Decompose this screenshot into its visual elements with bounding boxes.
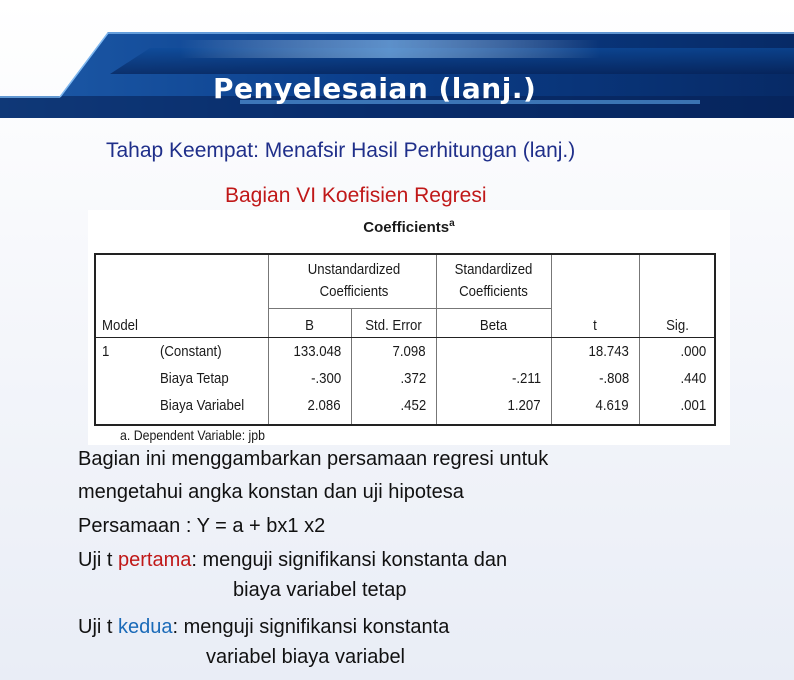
header-standardized: Standardized (454, 261, 533, 278)
header-std-error: Std. Error (365, 317, 422, 334)
highlight-pertama: pertama (118, 549, 192, 571)
body-line-4: Uji t pertama: menguji signifikansi konstanta dan (78, 549, 508, 571)
body-line-5: biaya variabel tetap (233, 579, 407, 601)
table-frame (94, 253, 716, 426)
model-number: 1 (102, 343, 110, 360)
body-line-1: Bagian ini menggambarkan persamaan regresi untuk (78, 448, 549, 470)
section-heading: Bagian VI Koefisien Regresi (225, 184, 487, 207)
body-line-3: Persamaan : Y = a + bx1 x2 (78, 515, 326, 537)
body-line-6: Uji t kedua: menguji signifikansi konstanta (78, 616, 450, 638)
slide-title: Penyelesaian (lanj.) (213, 72, 537, 105)
header-standardized-2: Coefficients (459, 283, 528, 300)
row-label: Biaya Tetap (160, 370, 229, 387)
cell-t: -.808 (598, 370, 629, 387)
cell-sig: .440 (680, 370, 706, 387)
cell-beta: 1.207 (507, 397, 541, 414)
highlight-kedua: kedua (118, 616, 173, 638)
cell-b: -.300 (310, 370, 341, 387)
cell-t: 18.743 (588, 343, 629, 360)
cell-sig: .001 (680, 397, 706, 414)
row-label: Biaya Variabel (160, 397, 245, 414)
cell-sig: .000 (680, 343, 706, 360)
header-b: B (305, 317, 314, 334)
table-title: Coefficients$^a$ (363, 218, 455, 236)
cell-beta: -.211 (511, 370, 541, 387)
header-beta: Beta (479, 317, 508, 334)
body-line-7: variabel biaya variabel (206, 646, 406, 668)
table-footnote: a. Dependent Variable: jpb (120, 427, 265, 443)
coefficients-table (88, 210, 730, 445)
cell-t: 4.619 (595, 397, 629, 414)
slide-subtitle: Tahap Keempat: Menafsir Hasil Perhitungan (lanj.) (106, 139, 576, 162)
header-t: t (593, 317, 597, 334)
header-unstandardized: Unstandardized (307, 261, 401, 278)
cell-std-error: .372 (400, 370, 426, 387)
cell-b: 133.048 (293, 343, 341, 360)
cell-std-error: .452 (400, 397, 426, 414)
header-sig: Sig. (666, 317, 689, 334)
body-line-2: mengetahui angka konstan dan uji hipotesa (78, 481, 464, 503)
header-unstandardized-2: Coefficients (319, 283, 389, 300)
row-label: (Constant) (160, 343, 222, 360)
header-model: Model (102, 317, 138, 334)
cell-b: 2.086 (307, 397, 341, 414)
cell-std-error: 7.098 (392, 343, 426, 360)
